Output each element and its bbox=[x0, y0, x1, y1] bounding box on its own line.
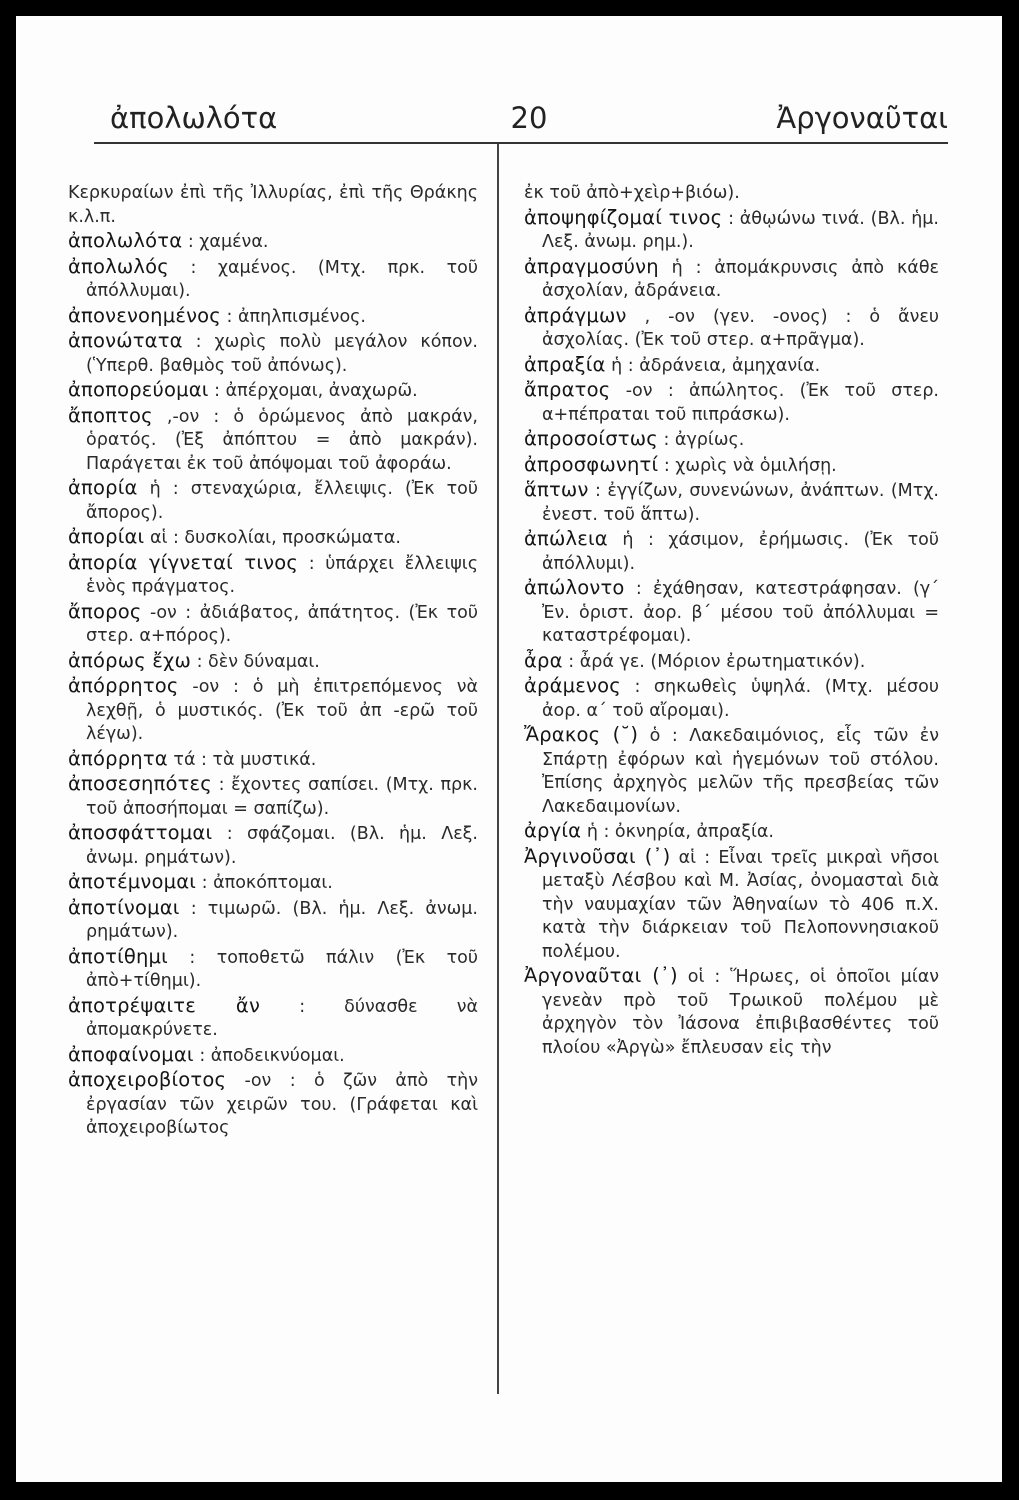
entry-headword: ἀποσεσηπότες bbox=[68, 772, 212, 795]
entry-headword: ἄποπτος bbox=[68, 403, 153, 427]
dictionary-entry bbox=[68, 772, 478, 821]
entry-headword: ἄπορος bbox=[68, 599, 142, 623]
entry-headword: ἀπώλεια bbox=[524, 527, 608, 550]
entry-headword: ἄπρατος bbox=[524, 378, 611, 401]
entry-definition: : δύνασθε νὰ ἀπομακρύνετε. bbox=[86, 996, 478, 1040]
entry-definition: : ἀπηλπισμένος. bbox=[226, 306, 366, 327]
dictionary-entry bbox=[68, 747, 478, 773]
entry-definition: : ἀποκόπτομαι. bbox=[201, 873, 333, 893]
dictionary-entry bbox=[524, 378, 939, 427]
dictionary-entry bbox=[68, 674, 478, 747]
dictionary-entry bbox=[524, 527, 939, 576]
entry-headword: ἀπόρως ἔχω bbox=[68, 648, 192, 672]
dictionary-entry bbox=[68, 649, 478, 675]
entry-headword: ἀποτέμνομαι bbox=[68, 870, 197, 893]
entry-headword: ἀποτίθημι bbox=[68, 944, 168, 968]
entry-headword: ἀπονώτατα bbox=[68, 329, 183, 352]
entry-definition: : χαμένα. bbox=[187, 232, 269, 252]
entry-headword: ἀπραξία bbox=[524, 352, 606, 376]
dictionary-entry bbox=[68, 255, 478, 304]
entry-definition: -ον : ὁ μὴ ἐπιτρεπόμενος νὰ λεχθῇ, ὁ μυστικός. (Ἐκ τοῦ ἀπ -ερῶ τοῦ λέγω). bbox=[86, 677, 478, 744]
entry-definition: ἐκ τοῦ ἀπὸ+χεὶρ+βιόω). bbox=[524, 183, 740, 203]
entry-definition: : ἐχάθησαν, κατεστράφησαν. (γ΄ Ἐν. ὁριστ. ἀορ. β΄ μέσου τοῦ ἀπόλλυμαι = καταστρέφομαι). bbox=[542, 579, 939, 646]
dictionary-entry bbox=[68, 600, 478, 649]
entry-definition: ἡ : στεναχώρια, ἔλλειψις. (Ἐκ τοῦ ἄπορος). bbox=[86, 479, 478, 523]
dictionary-entry bbox=[524, 353, 939, 379]
dictionary-page bbox=[16, 16, 1002, 1482]
entry-definition: : σφάζομαι. (Βλ. ἡμ. Λεξ. ἀνωμ. ρημάτων). bbox=[86, 824, 478, 868]
entry-headword: ἀποχειροβίοτος bbox=[68, 1068, 227, 1091]
entry-headword: ἀπόρρητος bbox=[68, 674, 179, 697]
entry-headword: ἀπραγμοσύνη bbox=[524, 254, 659, 278]
entry-headword: ἀπώλοντο bbox=[524, 576, 625, 599]
entry-definition: -ον : ἀδιάβατος, ἀπάτητος. (Ἐκ τοῦ στερ. α+πόρος). bbox=[86, 602, 478, 646]
entry-definition: : δὲν δύναμαι. bbox=[196, 651, 320, 672]
dictionary-entry bbox=[68, 994, 478, 1043]
entry-headword: ἀπονενοημένος bbox=[68, 303, 221, 327]
entry-definition: : ἀποδεικνύομαι. bbox=[199, 1045, 345, 1066]
dictionary-entry bbox=[524, 427, 939, 453]
dictionary-entry bbox=[524, 723, 939, 819]
entry-definition: Κερκυραίων ἐπὶ τῆς Ἰλλυρίας, ἐπὶ τῆς Θράκης κ.λ.π. bbox=[68, 183, 478, 227]
dictionary-entry bbox=[524, 649, 939, 675]
dictionary-entry bbox=[524, 845, 939, 965]
entry-definition: : ἀπέρχομαι, ἀναχωρῶ. bbox=[214, 381, 418, 401]
entry-definition: αἱ : δυσκολίαι, προσκώματα. bbox=[149, 528, 401, 548]
entry-headword: ἀράμενος bbox=[524, 674, 621, 697]
dictionary-entry bbox=[68, 1043, 478, 1069]
entry-headword: ἀποψηφίζομαί τινος bbox=[524, 205, 723, 229]
dictionary-entry bbox=[524, 964, 939, 1060]
entry-headword: ἀπορία γίγνεταί τινος bbox=[68, 550, 299, 574]
entry-headword: Ἀργοναῦται (᾿) bbox=[524, 964, 678, 987]
left-column bbox=[68, 182, 478, 1141]
entry-headword: ἀπολωλός bbox=[68, 254, 169, 278]
entry-definition: -ον : ὁ ζῶν ἀπὸ τὴν ἐργασίαν τῶν χειρῶν του. (Γράφεται καὶ ἀποχειροβίωτος bbox=[86, 1071, 478, 1138]
entry-definition: τά : τὰ μυστικά. bbox=[173, 749, 317, 770]
entry-headword: ἀργία bbox=[524, 819, 582, 842]
dictionary-entry bbox=[68, 304, 478, 330]
entry-definition: : ὑπάρχει ἔλλειψις ἑνὸς πράγματος. bbox=[86, 553, 478, 597]
entry-headword: ἀπροσφωνητί bbox=[524, 452, 659, 476]
dictionary-entry bbox=[68, 1068, 478, 1141]
dictionary-entry bbox=[524, 576, 939, 649]
dictionary-entry bbox=[68, 525, 478, 551]
dictionary-entry bbox=[68, 329, 478, 378]
entry-definition: οἱ : Ἥρωες, οἱ ὁποῖοι μίαν γενεὰν πρὸ τοῦ Τρωικοῦ πολέμου μὲ ἀρχηγὸν τὸν Ἰάσονα ἐπιβιβασθέντες τοῦ πλοίου «Ἀργὼ» ἔπλευσαν εἰς τὴν bbox=[542, 967, 940, 1058]
right-column bbox=[524, 182, 939, 1060]
entry-headword: Ἄρακος (˘) bbox=[524, 723, 639, 746]
running-header bbox=[110, 98, 948, 144]
dictionary-entry bbox=[68, 476, 478, 525]
entry-headword: ἀποφαίνομαι bbox=[68, 1042, 194, 1066]
header-rule bbox=[94, 142, 948, 144]
entry-headword: ἅπτων bbox=[524, 478, 589, 501]
dictionary-entry bbox=[524, 478, 939, 527]
column-divider bbox=[497, 144, 499, 1394]
dictionary-entry bbox=[524, 674, 939, 723]
entry-definition: : χωρὶς πολὺ μεγάλον κόπον. (Ὑπερθ. βαθμὸς τοῦ ἀπόνως). bbox=[86, 332, 478, 376]
entry-definition: : ἔχοντες σαπίσει. (Μτχ. πρκ. τοῦ ἀποσήπομαι = σαπίζω). bbox=[86, 775, 478, 819]
entry-definition: ἡ : ὀκνηρία, ἀπραξία. bbox=[586, 822, 774, 842]
dictionary-entry bbox=[68, 870, 478, 896]
entry-definition: ,-ον : ὁ ὁρώμενος ἀπὸ μακράν, ὁρατός. (Ἐξ ἀπόπτου = ἀπὸ μακράν). Παράγεται ἐκ τοῦ ἀπόψομαι τοῦ ἀφοράω. bbox=[86, 406, 478, 474]
entry-headword: ἆρα bbox=[524, 648, 563, 672]
entry-definition: ἡ : ἀπομάκρυνσις ἀπὸ κάθε ἀσχολίαν, ἀδράνεια. bbox=[542, 257, 939, 301]
entry-definition: : χωρὶς νὰ ὁμιλήσῃ. bbox=[663, 455, 837, 476]
entry-definition: : τοποθετῶ πάλιν (Ἐκ τοῦ ἀπὸ+τίθημι). bbox=[86, 947, 478, 991]
entry-definition: : ἆρά γε. (Μόριον ἐρωτηματικόν). bbox=[568, 651, 866, 672]
dictionary-entry bbox=[68, 404, 478, 477]
entry-definition: αἱ : Εἶναι τρεῖς μικραὶ νῆσοι μεταξὺ Λέσβου καὶ Μ. Ἀσίας, ὀνομασταὶ διὰ τὴν ναυμαχίαν τῶν Ἀθηναίων τὸ 406 π.Χ. κατὰ τὴν διάρκειαν τοῦ Πελοποννησιακοῦ πολέμου. bbox=[542, 847, 939, 962]
entry-headword: ἀπροσοίστως bbox=[524, 427, 658, 450]
entry-headword: ἀποτρέψαιτε ἄν bbox=[68, 993, 261, 1017]
dictionary-entry bbox=[524, 819, 939, 845]
page-number: 20 bbox=[510, 101, 548, 135]
entry-headword: ἀποπορεύομαι bbox=[68, 378, 209, 401]
dictionary-entry bbox=[68, 551, 478, 600]
entry-definition: : ἀθῳώνω τινά. (Βλ. ἡμ. Λεξ. ἀνωμ. ρημ.). bbox=[542, 208, 939, 252]
entry-headword: ἀπορίαι bbox=[68, 525, 145, 548]
entry-definition: : τιμωρῶ. (Βλ. ἡμ. Λεξ. ἀνωμ. ρημάτων). bbox=[86, 898, 478, 942]
entry-definition: , -ον (γεν. -ονος) : ὁ ἄνευ ἀσχολίας. (Ἐκ τοῦ στερ. α+πρᾶγμα). bbox=[542, 306, 939, 350]
entry-definition: : χαμένος. (Μτχ. πρκ. τοῦ ἀπόλλυμαι). bbox=[86, 257, 478, 301]
dictionary-entry bbox=[68, 229, 478, 255]
entry-definition: -ον : ἀπώλητος. (Ἐκ τοῦ στερ. α+πέπραται τοῦ πιπράσκω). bbox=[542, 381, 939, 425]
dictionary-entry bbox=[68, 896, 478, 945]
entry-definition: : ἀγρίως. bbox=[663, 430, 745, 450]
dictionary-entry bbox=[68, 945, 478, 994]
dictionary-entry bbox=[68, 182, 478, 229]
dictionary-entry bbox=[524, 453, 939, 479]
dictionary-entry bbox=[524, 255, 939, 304]
entry-definition: : ἐγγίζων, συνενώνων, ἀνάπτων. (Μτχ. ἐνεστ. τοῦ ἅπτω). bbox=[542, 481, 939, 525]
entry-definition: ἡ : χάσιμον, ἐρήμωσις. (Ἐκ τοῦ ἀπόλλυμι). bbox=[542, 530, 939, 574]
header-first-entry: ἀπολωλότα bbox=[110, 101, 278, 135]
entry-definition: ἡ : ἀδράνεια, ἀμηχανία. bbox=[611, 355, 821, 376]
entry-headword: ἀπόρρητα bbox=[68, 746, 168, 770]
entry-headword: ἀπολωλότα bbox=[68, 229, 183, 252]
dictionary-entry bbox=[524, 304, 939, 353]
entry-headword: ἀπορία bbox=[68, 476, 138, 499]
entry-headword: ἀπράγμων bbox=[524, 303, 627, 327]
dictionary-entry bbox=[68, 378, 478, 404]
entry-headword: ἀποτίνομαι bbox=[68, 895, 180, 919]
entry-definition: ὁ : Λακεδαιμόνιος, εἷς τῶν ἐν Σπάρτῃ ἐφόρων καὶ ἡγεμόνων τοῦ στόλου. Ἐπίσης ἀρχηγὸς μελῶν τῆς πρεσβείας τῶν Λακεδαιμονίων. bbox=[542, 726, 939, 817]
entry-headword: Ἀργινοῦσαι (᾿) bbox=[524, 844, 671, 868]
entry-headword: ἀποσφάττομαι bbox=[68, 821, 213, 844]
dictionary-entry bbox=[524, 182, 939, 206]
entry-definition: : σηκωθεὶς ὑψηλά. (Μτχ. μέσου ἀορ. α΄ τοῦ αἴρομαι). bbox=[542, 677, 939, 721]
dictionary-entry bbox=[524, 206, 939, 255]
header-last-entry: Ἀργοναῦται bbox=[776, 101, 948, 135]
dictionary-entry bbox=[68, 821, 478, 870]
